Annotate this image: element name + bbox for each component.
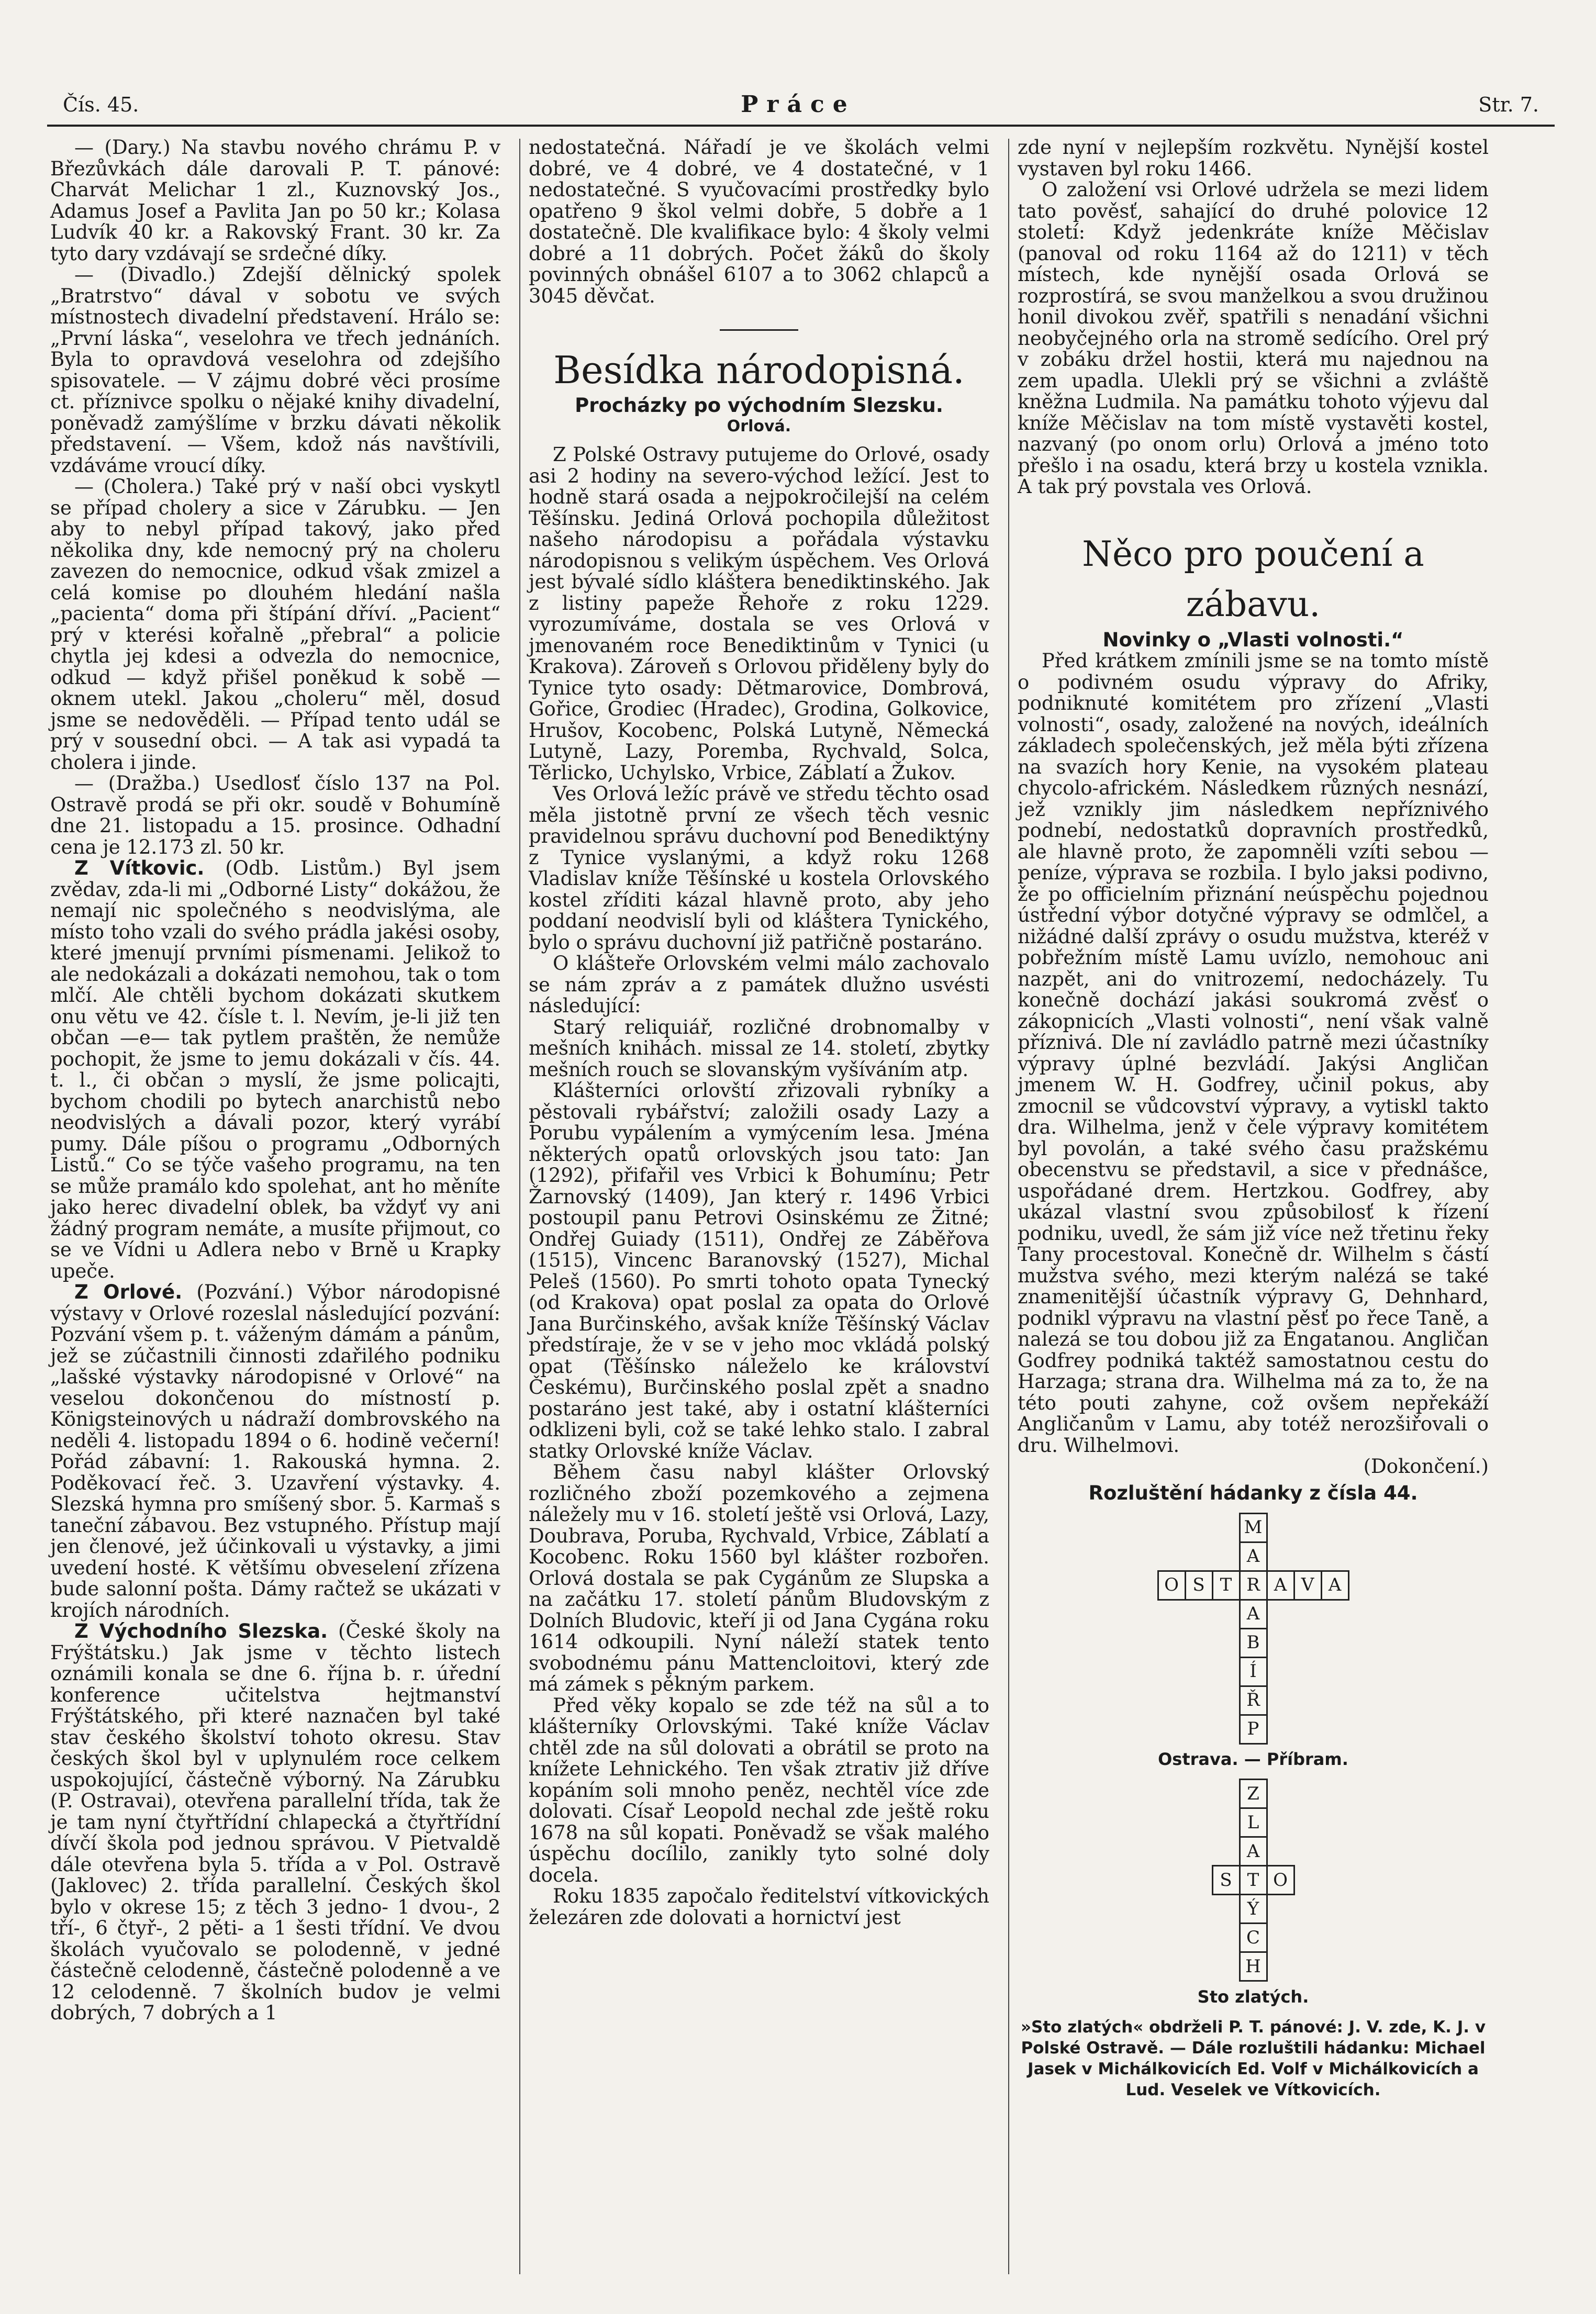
news-gifts: — (Dary.) Na stavbu nového chrámu P. v Březůvkách dále darovali P. T. pánové: Charvát Melichar 1 zl., Kuznovský Jos., Adamus Josef a Pavlita Jan po 50 kr.; Kolasa Ludvík 40 kr. a Rakovský Frant. 30 kr. Za tyto dary vzdávají se srdečné díky. xyxy=(50,136,500,265)
puzzle-solution-title: Rozluštění hádanky z čísla 44. xyxy=(1088,1481,1418,1504)
puzzle-cell: O xyxy=(1266,1865,1295,1895)
puzzle-cell: Ý xyxy=(1239,1894,1268,1924)
column-divider-1 xyxy=(519,139,520,2274)
puzzle-cell: H xyxy=(1239,1951,1268,1982)
puzzle-cell: Ř xyxy=(1239,1685,1268,1716)
news-cholera: — (Cholera.) Také prý v naší obci vyskytl se případ cholery a sice v Zárubku. — Jen aby to nebyl případ takový, jako před několika dny, kde nemocný prý na choleru zavezen do nemocnice, odkud však zmizel a celá komise po dlouhém hledání našla „pacienta“ doma při štípání dříví. „Pacient“ prý v kterési kořalně „přebral“ a policie chytla jej kdesi a odvezla do nemocnice, odkud — když přišel poněkud k sobě — oknem utekl. Jakou „choleru“ měl, dosud jsme se nedověděli. — Případ tento udál se prý v sousední obci. — A tak asi vypadá ta cholera i jinde. xyxy=(50,475,500,774)
puzzle-cell: A xyxy=(1266,1570,1295,1601)
column-3 xyxy=(1018,137,1489,2100)
column-1 xyxy=(50,137,500,2024)
puzzle-cell: S xyxy=(1212,1865,1241,1895)
zabava-text: Před krátkem zmínili jsme se na tomto místě o podivném osudu výpravy do Afriky, podniknuté komitétem pro zřízení „Vlasti volnosti“, osady, založené na nových, ideálních základech společenských, jež měla býti zřízena na svazích hory Kenie, na vysokém plateau chycolo-africkém. Následkem různých nesnází, jež vznikly jim následkem nepříznivého podnebí, nedostatků dopravních prostředků, ale hlavně proto, že zapomněli vzíti sebou — peníze, výprava se rozbila. I bylo jaksi podivno, že po officielním přiznání neúspěchu pojednou ústřední výbor dotyčné výpravy se odmlčel, a nižádné další zprávy o osudu mužstva, kteréž v pobřežním místě Lamu uvízlo, nemohouc ani nazpět, ani do vnitrozemí, nedocházely. Tu konečně dochází jakási soukromá zvěsť o zákopnicích „Vlasti volnosti“, není však valně příznivá. Dle ní zavládlo patrně mezi účastníky výpravy úplné bezvládí. Jakýsi Angličan jmenem W. H. Godfrey, učinil pokus, aby zmocnil se vůdcovství výpravy, a vytiskl takto dra. Wilhelma, jenž v čele výpravy komitétem byl povolán, a také svého času pražskému obecenstvu se představil, a sice v přednášce, uspořádané drem. Hertzkou. Godfrey, aby ukázal vlastní svou způsobilosť k řízení podniku, uvedl, že sám již více než třetinu řeky Tany procestoval. Konečně dr. Wilhelm s částí mužstva svého, mezi kterým nalézá se také znamenitější účastník výpravy G, Dehnhard, podnikl výpravu na vlastní pěsť po řece Taně, a nalezá se tou dobou již za Engatanou. Angličan Godfrey podniká taktéž samostatnou cestu do Harzaga; strana dra. Wilhelma má za to, že na této pouti zahyne, což ovšem nepřekáží Angličanům v Lamu, aby totéž nerozšiřovali o dru. Wilhelmovi. xyxy=(1018,650,1489,1457)
column-divider-2 xyxy=(1008,139,1009,2274)
crossword-2-caption: Sto zlatých. xyxy=(1197,1986,1309,2007)
puzzle-cell: A xyxy=(1239,1599,1268,1629)
zabava-subtitle: Novinky o „Vlasti volnosti.“ xyxy=(1102,628,1404,651)
puzzle-cell: Z xyxy=(1239,1779,1268,1809)
puzzle-cell: O xyxy=(1157,1570,1186,1601)
orlova-legend: O založení vsi Orlové udržela se mezi lidem tato pověsť, sahající do druhé polovice 12 století: Když jedenkráte kníže Měčislav (panoval od roku 1164 až do 1211) v těch místech, kde nynější osada Orlová se rozprostírá, se svou manželkou a svou družinou honil divokou zvěř, spatřili s nenadání všichni neobyčejného orla na stromě sedícího. Orel prý v zobáku držel hostii, která mu najednou na zem upadla. Ulekli prý se všichni a zvláště kněžna Ludmila. Na památku tohoto výjevu dal kníže Měčislav na tom místě vystavěti kostel, nazvaný (po onom orlu) Orlová a jméno toto přešlo i na osadu, která brzy u kostela vznikla. A tak prý povstala ves Orlová. xyxy=(1018,178,1489,498)
puzzle-cell: B xyxy=(1239,1628,1268,1658)
crossword-ostrava-pribram xyxy=(1018,1513,1489,1743)
puzzle-cell: A xyxy=(1239,1836,1268,1866)
orlova-continued: zde nyní v nejlepším rozkvětu. Nynější kostel vystaven byl roku 1466. xyxy=(1018,136,1489,180)
page-header xyxy=(47,84,1549,126)
article-para-2: Ves Orlová ležíc právě ve středu těchto osad měla jistotně první ze všech těch vesnic pravidelnou správu duchovní pod Benediktýny z Tynice vyslanými, a když roku 1268 Vladislav kníže Těšínské u kostela Orlovského kostel zříditi kázal hlavně proto, aby jeho poddaní neodvislí byli od kláštera Tynického, bylo o správu duchovní již patřičně postaráno. xyxy=(529,782,989,954)
news-orlova xyxy=(50,1282,500,1621)
section-title-besidka: Besídka národopisná. xyxy=(553,348,965,392)
puzzle-cell: Í xyxy=(1239,1657,1268,1687)
to-be-continued: (Dokončení.) xyxy=(1363,1455,1489,1478)
article-para-8: Roku 1835 započalo ředitelství vítkovických železáren zde dolovati a hornictví jest xyxy=(529,1885,989,1929)
article-para-5: Klášterníci orlovští zřizovali rybníky a pěstovali rybářství; založili osady Lazy a Porubu vypálením a vymýcením lesa. Jména některých opatů orlovských jsou tato: Jan (1292), přifařil ves Vrbici k Bohumínu; Petr Žarnovský (1409), Jan který r. 1496 Vrbici postoupil panu Petrovi Osinskému ze Žitné; Ondřej Guiady (1511), Ondřej ze Záběřova (1515), Vincenc Baranovský (1527), Michal Peleš (1560). Po smrti tohoto opata Tynecký (od Krakova) opat poslal za opata do Orlové Jana Burčinského, avšak kníže Těšínský Václav předstíraje, že v se v jeho moc vkládá polský opat (Těšínsko náleželo ke království Českému), Burčinského poslal zpět a snadno postaráno jest také, aby i ostatní klášterníci odklizeni byli, což se také lehko stalo. I zabral statky Orlovské kníže Václav. xyxy=(529,1079,989,1462)
section-divider xyxy=(529,314,989,336)
news-auction: — (Dražba.) Usedlosť číslo 137 na Pol. Ostravě prodá se při okr. soudě v Bohumíně dne 21. listopadu a 15. prosince. Odhadní cena je 12.173 zl. 50 kr. xyxy=(50,772,500,858)
puzzle-cell: C xyxy=(1239,1922,1268,1953)
newspaper-title: Práce xyxy=(741,91,856,118)
puzzle-cell: T xyxy=(1212,1570,1241,1601)
puzzle-cell: A xyxy=(1239,1541,1268,1572)
issue-number: Čís. 45. xyxy=(63,93,139,116)
puzzle-cell: T xyxy=(1239,1865,1268,1895)
orlova-lead: Z Orlové. xyxy=(74,1281,183,1303)
crossword-sto-zlatych xyxy=(1018,1780,1489,1981)
article-para-7: Před věky kopalo se zde též na sůl a to klášterníky Orlovskými. Také kníže Václav chtěl zde na sůl dolovati a obrátil se proto na knížete Lehnického. Ten však ztrativ již dříve kopáním soli mnoho peněz, nechtěl více zde dolovati. Císař Leopold nechal zde ještě roku 1678 na sůl kopati. Poněvadž se však malého úspěchu docílilo, zanikly tyto solné doly docela. xyxy=(529,1694,989,1886)
article-subtitle: Procházky po východním Slezsku. xyxy=(575,394,943,417)
article-place: Orlová. xyxy=(727,417,791,435)
section-title-zabava: Něco pro poučení a zábavu. xyxy=(1082,533,1424,624)
article-para-3: O klášteře Orlovském velmi málo zachovalo se nám zpráv a z památek dlužno usvésti následující: xyxy=(529,952,989,1017)
article-para-4: Starý reliquiář, rozličné drobnomalby v mešních knihách. missal ze 14. století, zbytky mešních rouch se slovanským vyšíváním atp. xyxy=(529,1015,989,1081)
puzzle-cell: S xyxy=(1185,1570,1213,1601)
crossword-1-caption: Ostrava. — Příbram. xyxy=(1158,1749,1348,1769)
east-silesia-text: (České školy na Frýštátsku.) Jak jsme v těchto listech oznámili konala se dne 6. října b. r. úřední konference učitelstva hejtmanství Frýštátského, při které naznačen byl také stav českého školství tohoto okresu. Stav českých škol byl v uplynulém roce celkem uspokojující, částečně výborný. Na Zárubku (P. Ostravai), otevřena parallelní třída, tak že je tam nyní čtyřtřídní chlapecká a čtyřtřídní dívčí škola pod jednou správou. V Pietvaldě dále otevřena byla 5. třída a v Pol. Ostravě (Jaklovec) 2. třída parallelní. Českých škol bylo v okrese 15; z těch 3 jedno- 1 dvou-, 2 tří-, 6 čtyř-, 2 pěti- a 1 šesti třídní. Ve dvou školách vyučovalo se polodenně, v jedné částečně celodenně, částečně polodenně a ve 12 celodenně. 7 školních budov je velmi dobrých, 7 dobrých a 1 xyxy=(50,1620,500,2024)
puzzle-cell: A xyxy=(1321,1570,1349,1601)
news-vitkovice xyxy=(50,858,500,1282)
puzzle-cell: V xyxy=(1293,1570,1322,1601)
puzzle-solvers: »Sto zlatých« obdrželi P. T. pánové: J. V. zde, K. J. v Polské Ostravě. — Dále rozluštili hádanku: Michael Jasek v Michálkovicích Ed. Volf v Michálkovicích a Lud. Veselek ve Vítkovicích. xyxy=(1020,2018,1486,2099)
news-theatre: — (Divadlo.) Zdejší dělnický spolek „Bratrstvo“ dával v sobotu ve svých místnostech divadelní představení. Hrálo se: „První láska“, veselohra ve třech jednáních. Byla to opravdová veselohra od zdejšího spisovatele. — V zájmu dobré věci prosíme ct. příznivce spolku o nějaké knihy divadelní, poněvadž zamýšlíme v brzku dávati několik představení. — Všem, kdož nás navštívili, vzdáváme vroucí díky. xyxy=(50,263,500,477)
puzzle-cell: P xyxy=(1239,1714,1268,1745)
header-rule xyxy=(47,125,1555,127)
page-number: Str. 7. xyxy=(1478,93,1539,116)
orlova-text: (Pozvání.) Výbor národopisné výstavy v Orlové rozeslal následující pozvání: Pozvání všem p. t. váženým dámám a pánům, jež se zúčastnili činnosti zdařilého podniku „lašské výstavky národopisné v Orlové“ na veselou dokončenou do místností p. Königsteinových u nádraží dombrovského na neděli 4. listopadu 1894 o 6. hodině večerní! Pořád zábavní: 1. Rakouská hymna. 2. Poděkovací řeč. 3. Uzavření výstavky. 4. Slezská hymna pro smíšený sbor. 5. Karmaš s taneční zábavou. Bez vstupného. Přístup mají jen členové, jež účinkovali u výstavky, a jimi uvedení hosté. K většímu obveselení zřízena bude salonní pošta. Dámy račtež se ukázati v krojích národních. xyxy=(50,1281,500,1622)
news-east-silesia xyxy=(50,1621,500,2024)
east-silesia-lead: Z Východního Slezska. xyxy=(74,1620,328,1642)
vitkovice-text: (Odb. Listům.) Byl jsem zvědav, zda-li mi „Odborné Listy“ dokážou, že nemají nic společného s neodvislýma, ale místo toho vzali do svého prádla jakési osoby, které jmenují prvními písmenami. Jelikož to ale nedokázali a dokázati nemohou, tak o tom mlčí. Ale chtěli bychom dokázati skutkem onu větu ve 42. čísle t. l. Nevím, je-li již ten občan —e— tak pytlem praštěn, že nemůže pochopit, že jsme to jemu dokázali v čís. 44. t. l., či občan ɔ myslí, že jsme policajti, bychom chodili po bytech anarchistů nebo neodvislých a dávali pozor, který vyrábí pumy. Dále píšou o programu „Odborných Listů.“ Co se týče vašeho programu, na ten se může pramálo kdo spolehat, ant ho měníte jako herec divadelní oblek, ba vždyť vy ani žádný program nemáte, a musíte přijmout, co se ve Vídni u Adlera nebo v Brně u Krapky upeče. xyxy=(50,857,500,1282)
vitkovice-lead: Z Vítkovic. xyxy=(74,857,205,879)
schools-continued: nedostatečná. Nářadí je ve školách velmi dobré, ve 4 dobré, ve 4 dostatečné, v 1 nedostatečné. S vyučovacími prostředky bylo opatřeno 9 škol velmi dobře, 5 dobře a 1 dostatečně. Dle kvalifikace bylo: 4 školy velmi dobré a 11 dobrých. Počet žáků do školy povinných obnášel 6107 a to 3062 chlapců a 3045 děvčat. xyxy=(529,136,989,307)
puzzle-cell: M xyxy=(1239,1513,1268,1543)
article-para-1: Z Polské Ostravy putujeme do Orlové, osady asi 2 hodiny na severo-východ ležící. Jest to hodně stará osada a nejpokročilejší na celém Těšínsku. Jediná Orlová pochopila důležitost našeho národopisu a pořádala výstavku národopisnou s velikým úspěchem. Ves Orlová jest bývalé sídlo kláštera benediktinského. Jak z listiny papeže Řehoře z roku 1229. vyrozumíváme, dostala se ves Orlová v jmenovaném roce Benediktinům v Tynici (u Krakova). Zároveň s Orlovou přiděleny byly do Tynice tyto osady: Dětmarovice, Dombrová, Gořice, Grodiec (Hradec), Grodina, Golkovice, Hrušov, Kocobenc, Polská Lutyně, Německá Lutyně, Lazy, Poremba, Rychvald, Solca, Těrlicko, Uchylsko, Vrbice, Záblatí a Žukov. xyxy=(529,443,989,784)
puzzle-cell: R xyxy=(1239,1570,1268,1601)
column-2 xyxy=(529,137,989,1928)
puzzle-cell: L xyxy=(1239,1807,1268,1838)
article-para-6: Během času nabyl klášter Orlovský rozličného zboží pozemkového a zejmena náležely mu v 16. století ještě vsi Orlová, Lazy, Doubrava, Poruba, Rychvald, Vrbice, Záblatí a Kocobenc. Roku 1560 byl klášter rozbořen. Orlová dostala se pak Cygánům ze Slupska a na začátku 17. století pánům Bludovským z Dolních Bludovic, kteří ji od Jana Cygána roku 1614 odkoupili. Nyní náleží statek tento svobodnému pánu Mattencloitovi, který zde má zámek s pěkným parkem. xyxy=(529,1461,989,1695)
